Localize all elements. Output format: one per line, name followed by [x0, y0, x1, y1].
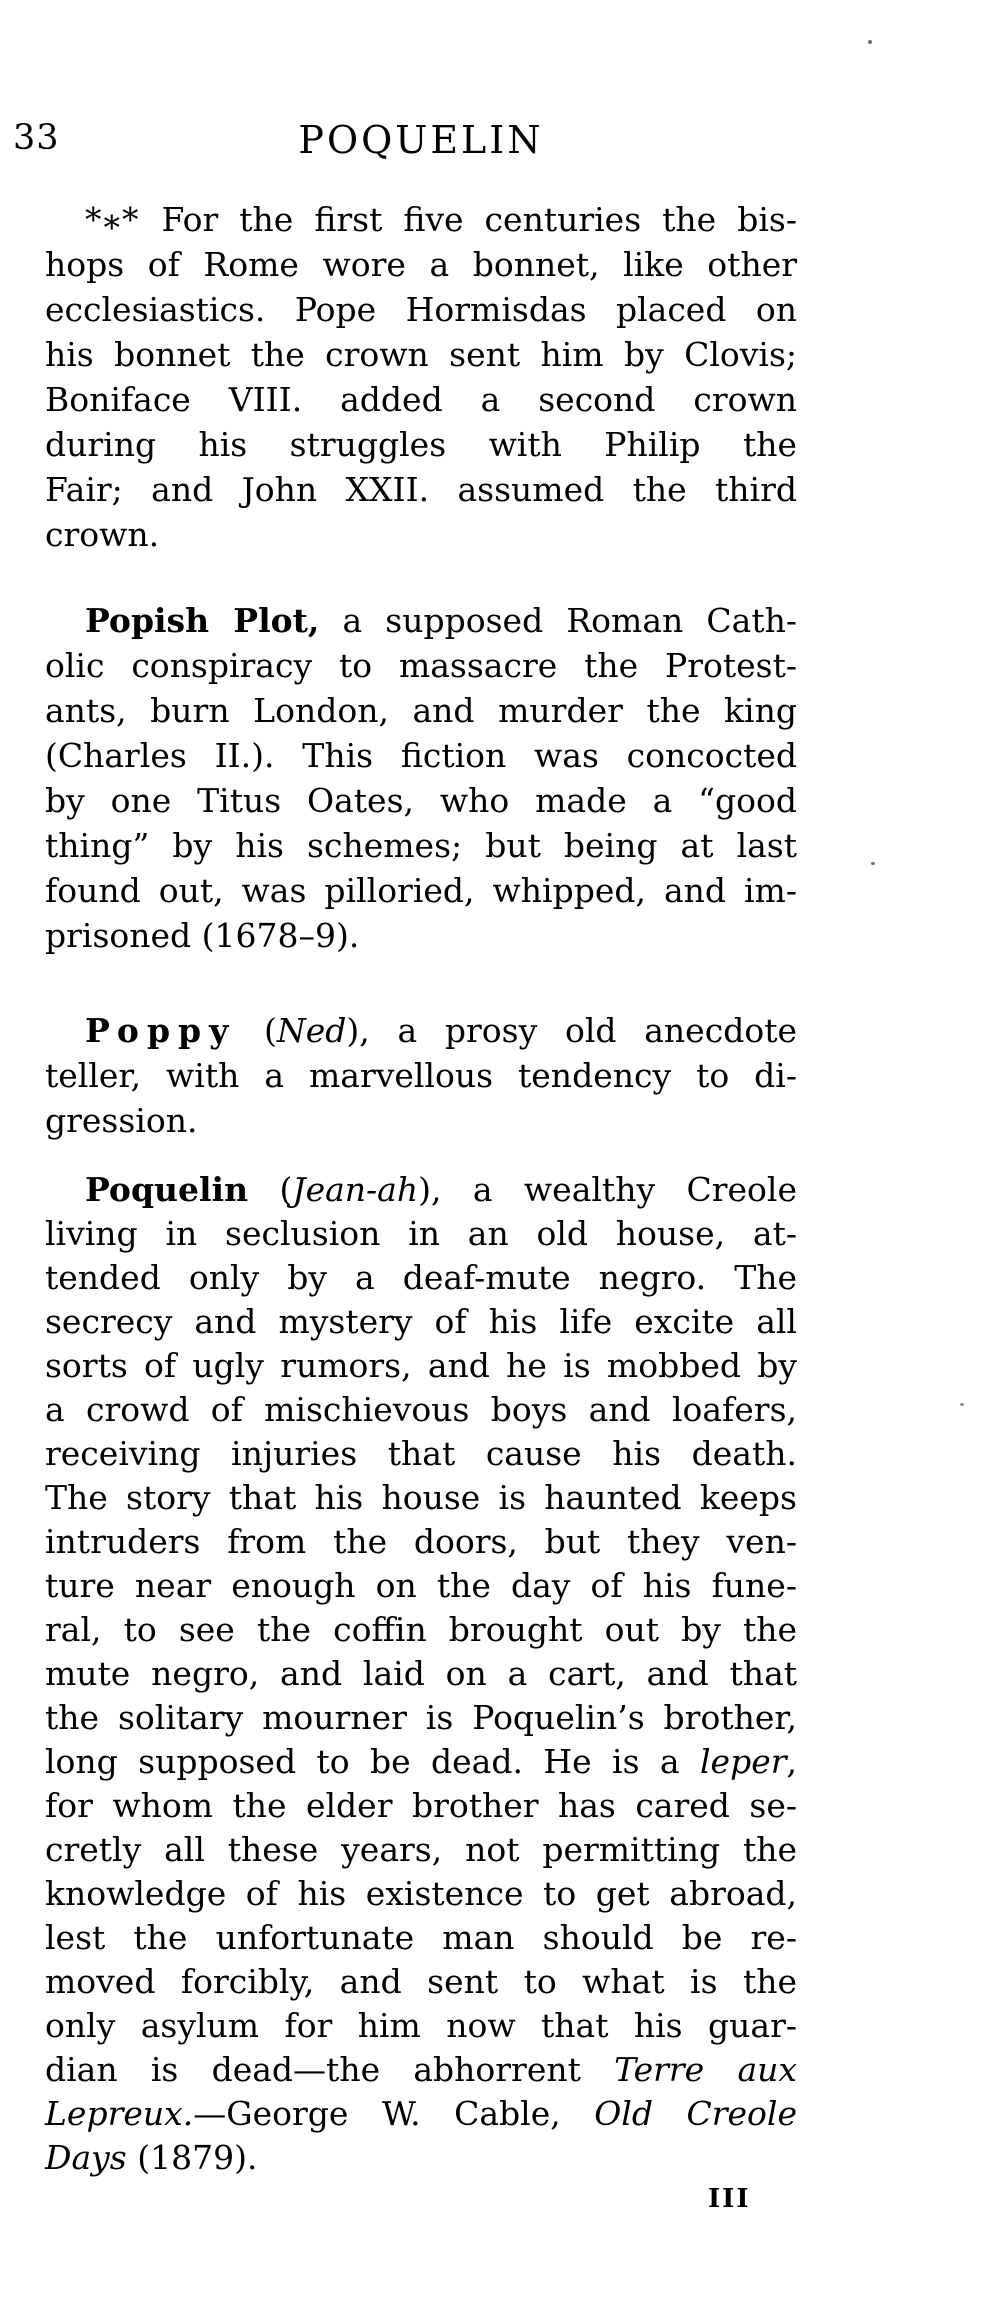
text-line: [45, 1300, 797, 1344]
text-run: (Charles II.). This fiction was concocted: [45, 736, 797, 775]
signature-mark: III: [708, 2184, 751, 2214]
text-line: [45, 242, 797, 287]
text-line: [45, 778, 797, 823]
text-run: (: [248, 1170, 293, 1209]
entry-term: Popish Plot,: [85, 601, 320, 640]
italic-name: Ned: [276, 1011, 347, 1050]
text-run: by one Titus Oates, who made a “good: [45, 781, 797, 820]
text-run: (1879).: [126, 2138, 258, 2177]
text-run: ecclesiastics. Pope Hormisdas placed on: [45, 290, 797, 329]
page-number: 33: [13, 118, 60, 158]
text-line: [45, 823, 797, 868]
text-line: [45, 1098, 797, 1143]
text-line: [45, 868, 797, 913]
text-line: [45, 1696, 797, 1740]
text-line: [45, 512, 797, 557]
text-run: secrecy and mystery of his life excite all: [45, 1302, 797, 1341]
text-line: [45, 197, 797, 247]
text-line: [45, 1828, 797, 1872]
text-line: [45, 1344, 797, 1388]
text-run: olic conspiracy to massacre the Protest-: [45, 646, 797, 685]
text-line: [45, 688, 797, 733]
text-run: thing” by his schemes; but being at last: [45, 826, 797, 865]
text-line: [45, 1740, 797, 1784]
text-run: moved forcibly, and sent to what is the: [45, 1962, 797, 2001]
text-run: living in seclusion in an old house, at-: [45, 1214, 797, 1253]
italic-name: Days: [45, 2138, 127, 2177]
text-run: Fair; and John XXII. assumed the third: [45, 470, 797, 509]
text-run: mute negro, and laid on a cart, and that: [45, 1654, 797, 1693]
text-line: [45, 1872, 797, 1916]
text-line: [45, 467, 797, 512]
text-line: [45, 643, 797, 688]
text-run: only asylum for him now that his guar-: [45, 2006, 797, 2045]
text-run: long supposed to be dead. He is a: [45, 1742, 700, 1781]
text-line: [45, 1520, 797, 1564]
scan-speck: [960, 1403, 964, 1406]
italic-name: leper: [699, 1742, 787, 1781]
text-run: crown.: [45, 515, 160, 554]
text-run: ,: [786, 1742, 797, 1781]
text-run: his bonnet the crown sent him by Clovis;: [45, 335, 797, 374]
text-line: [45, 1564, 797, 1608]
paragraph-footnote-bishops-crown: [45, 197, 797, 557]
text-line: [45, 598, 797, 643]
text-line: [45, 1784, 797, 1828]
italic-name: Jean-ah: [292, 1170, 419, 1209]
text-line: [45, 1008, 797, 1053]
text-run: receiving injuries that cause his death.: [45, 1434, 797, 1473]
text-run: cretly all these years, not permitting the: [45, 1830, 797, 1869]
text-run: (: [236, 1011, 277, 1050]
text-line: [45, 1476, 797, 1520]
text-run: ral, to see the coffin brought out by the: [45, 1610, 797, 1649]
text-run: Boniface VIII. added a second crown: [45, 380, 797, 419]
text-line: [45, 913, 797, 958]
text-run: ), a prosy old anecdote: [346, 1011, 797, 1050]
text-run: intruders from the doors, but they ven-: [45, 1522, 797, 1561]
scan-speck: [871, 862, 875, 865]
text-run: prisoned (1678–9).: [45, 916, 360, 955]
text-run: gression.: [45, 1101, 198, 1140]
asterism-star: *: [103, 207, 122, 247]
text-line: [45, 422, 797, 467]
text-line: [45, 1168, 797, 1212]
text-run: lest the unfortunate man should be re-: [45, 1918, 797, 1957]
italic-name: Terre aux: [614, 2050, 797, 2089]
running-title: POQUELIN: [298, 118, 544, 162]
text-run: a crowd of mischievous boys and loafers,: [45, 1390, 797, 1429]
text-run: ants, burn London, and murder the king: [45, 691, 797, 730]
scan-speck: [868, 40, 872, 44]
paragraph-entry-popish-plot: [45, 598, 797, 958]
text-line: [45, 1432, 797, 1476]
text-run: dian is dead—the abhorrent: [45, 2050, 615, 2089]
text-run: a supposed Roman Cath-: [319, 601, 797, 640]
text-run: —George W. Cable,: [193, 2094, 595, 2133]
text-line: [45, 2048, 797, 2092]
entry-term: Poppy: [85, 1011, 237, 1050]
italic-name: Lepreux.: [45, 2094, 194, 2133]
text-line: [45, 733, 797, 778]
asterism-star: *: [85, 200, 104, 239]
text-line: [45, 1388, 797, 1432]
text-line: [45, 332, 797, 377]
text-line: [45, 2136, 797, 2180]
paragraph-entry-poppy: [45, 1008, 797, 1143]
text-line: [45, 377, 797, 422]
text-line: [45, 2092, 797, 2136]
text-run: found out, was pilloried, whipped, and im-: [45, 871, 797, 910]
text-run: For the first five centuries the bis-: [140, 200, 797, 239]
text-line: [45, 1256, 797, 1300]
text-run: for whom the elder brother has cared se-: [45, 1786, 797, 1825]
text-line: [45, 1053, 797, 1098]
entry-term: Poquelin: [85, 1170, 249, 1209]
text-run: ), a wealthy Creole: [418, 1170, 797, 1209]
text-line: [45, 1652, 797, 1696]
text-run: sorts of ugly rumors, and he is mobbed by: [45, 1346, 797, 1385]
text-run: ture near enough on the day of his fune-: [45, 1566, 797, 1605]
text-line: [45, 1916, 797, 1960]
text-line: [45, 1608, 797, 1652]
text-run: teller, with a marvellous tendency to di-: [45, 1056, 797, 1095]
text-run: knowledge of his existence to get abroad,: [45, 1874, 797, 1913]
text-line: [45, 1212, 797, 1256]
text-run: The story that his house is haunted keeps: [45, 1478, 797, 1517]
text-run: hops of Rome wore a bonnet, like other: [45, 245, 797, 284]
text-run: tended only by a deaf-mute negro. The: [45, 1258, 797, 1297]
asterism-star: *: [122, 200, 141, 239]
text-line: [45, 1960, 797, 2004]
text-line: [45, 2004, 797, 2048]
text-run: the solitary mourner is Poquelin’s brother,: [45, 1698, 797, 1737]
paragraph-entry-poquelin: [45, 1168, 797, 2180]
text-line: [45, 287, 797, 332]
text-run: during his struggles with Philip the: [45, 425, 797, 464]
italic-name: Old Creole: [594, 2094, 797, 2133]
